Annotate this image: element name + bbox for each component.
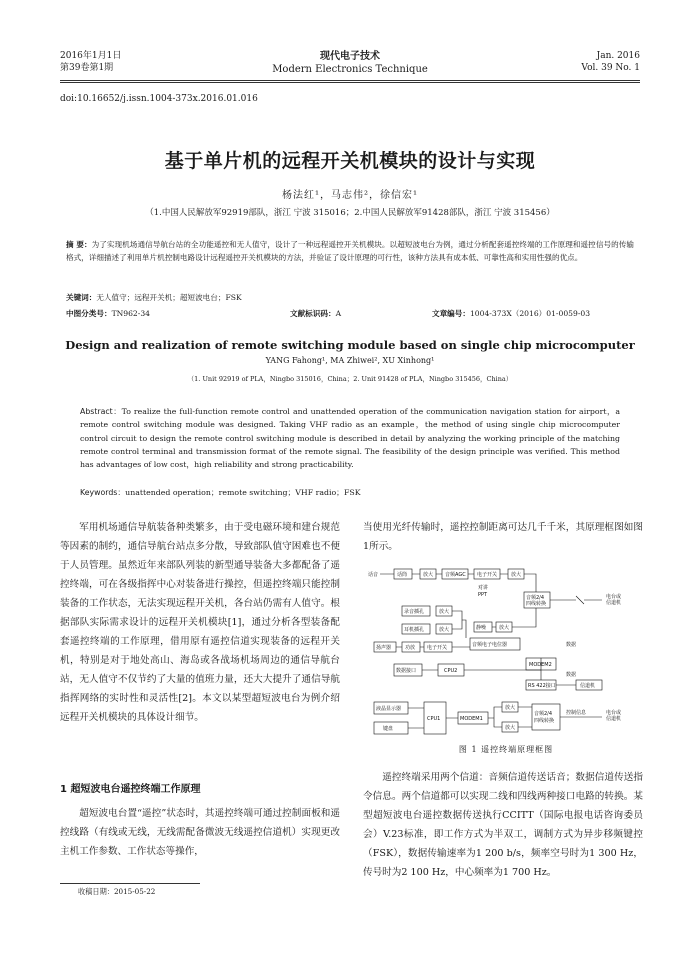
switch-line — [550, 596, 602, 604]
label-data-2: 数据 — [566, 672, 577, 678]
article-number — [432, 308, 590, 319]
label-headset: 耳机插孔 — [404, 627, 425, 633]
label-amp-2: 放大 — [511, 572, 522, 578]
label-keyboard: 键盘 — [383, 726, 394, 732]
label-channel-d: 信道机 — [606, 716, 622, 722]
body-paragraph-2: 超短波电台置“遥控”状态时，其遥控终端可通过控制面板和遥控线路（有线或无线，无线需配备微波无线遥控信道机）实现更改主机工作参数、工作状态等操作， — [60, 808, 340, 857]
label-two-four-2: 四线转换 — [526, 601, 547, 607]
label-channel-c: 电台或 — [606, 710, 622, 716]
keywords-cn-label: 关键词： — [66, 293, 97, 302]
authors-en: YANG Fahong¹, MA Zhiwei², XU Xinhong¹ — [265, 356, 435, 365]
affiliation-en: （1. Unit 92919 of PLA，Ningbo 315016，China；2. Unit 91428 of PLA，Ningbo 315456，China） — [187, 375, 513, 383]
affiliation-cn: （1.中国人民解放军92919部队，浙江 宁波 315016；2.中国人民解放军91428部队，浙江 宁波 315456） — [145, 208, 555, 218]
abstract-cn-text: 为了实现机场通信导航台站的全功能遥控和无人值守，设计了一种远程遥控开关机模块。以超短波电台为例，通过分析配套遥控终端的工作原理和遥控信号的传输格式，详细描述了利用单片机控制电路设计远程遥控开关机模块的方法，并验证了设计原理的可行性，该种方法具有成本低、可靠性高和实用性强的优点。 — [66, 240, 634, 262]
label-intercom: 对讲 — [478, 585, 489, 591]
issue-date-en: Jan. 2016 — [596, 51, 640, 61]
label-data-if: 数据接口 — [396, 668, 417, 674]
keywords-cn — [66, 292, 242, 303]
block-diagram-figure — [366, 564, 646, 754]
label-ptt: PPT — [478, 592, 488, 598]
issue-date: 2016年1月1日 — [60, 51, 122, 61]
block-diagram — [366, 564, 646, 744]
label-amp-5: 放大 — [499, 625, 510, 631]
keywords-en-label: Keywords： — [80, 488, 126, 497]
label-amp-7: 放大 — [505, 725, 516, 731]
label-amp-1: 放大 — [423, 572, 434, 578]
label-amp-4: 放大 — [439, 627, 450, 633]
figure-caption: 图 1 遥控终端原理框图 — [458, 745, 554, 754]
doi[interactable]: doi:10.16652/j.issn.1004-373x.2016.01.016 — [60, 94, 258, 104]
label-lcd: 液晶显示器 — [376, 706, 402, 712]
mid-lines — [452, 611, 466, 638]
label-amp-3: 放大 — [439, 609, 450, 615]
label-voice: 话音 — [368, 572, 379, 578]
label-agc: 音频AGC — [445, 572, 466, 578]
label-control-info: 控制信息 — [566, 710, 587, 716]
article-label: 文章编号： — [432, 309, 470, 318]
label-channel-b: 信道机 — [606, 600, 622, 606]
clc-number — [66, 308, 150, 319]
journal-name-block — [60, 50, 640, 76]
label-amp-6: 放大 — [505, 705, 516, 711]
keywords-cn-text: 无人值守；远程开关机；超短波电台；FSK — [96, 293, 242, 302]
label-button: 话筒 — [397, 572, 408, 578]
header-rule — [60, 80, 640, 81]
clc-value: TN962-34 — [111, 309, 150, 318]
abstract-en-text: To realize the full-function remote control and unattended operation of the communication navigation station for airport，a remote control switching module was designed. Taking VHF radio as an example，the method of using single chip microcomputer control circuit to design the remote control switching module is described in detail by analyzing the working principle of the matching remote control terminal and transmission format of the remote signal. The feasibility of the design principle was verified. This method has advantages of low cost，high reliability and strong practicability. — [80, 407, 620, 470]
journal-header — [60, 50, 640, 82]
clc-label: 中图分类号： — [66, 309, 112, 318]
label-rs422: RS 422接口 — [528, 683, 556, 689]
doc-label: 文献标识码： — [290, 309, 336, 318]
abstract-cn — [66, 238, 634, 264]
label-cpu1: CPU1 — [427, 716, 441, 722]
abstract-cn-label: 摘 要： — [66, 240, 92, 249]
label-mute: 静噪 — [476, 625, 487, 631]
footnote-rule — [60, 883, 200, 884]
received-date-footnote: 收稿日期：2015-05-22 — [78, 887, 156, 896]
label-ptt-switch-2: 电子开关 — [427, 645, 448, 651]
label-speaker: 扬声器 — [376, 645, 392, 651]
header-rule-thin — [60, 82, 640, 83]
label-circuit: 音频电子电位器 — [472, 642, 508, 648]
doc-code — [290, 308, 341, 319]
journal-name-cn: 现代电子技术 — [320, 51, 380, 62]
label-two-four: 音频2/4 — [526, 595, 545, 601]
paper-title-en: Design and realization of remote switching module based on single chip microcomputer — [65, 338, 635, 352]
label-power-amp: 功放 — [405, 645, 416, 651]
label-modem1: MODEM1 — [460, 716, 483, 722]
article-value: 1004-373X（2016）01-0059-03 — [469, 309, 591, 318]
doc-value: A — [335, 309, 342, 318]
paper-title-cn: 基于单片机的远程开关机模块的设计与实现 — [164, 150, 536, 172]
keywords-en-text: unattended operation；remote switching；VHF radio；FSK — [125, 488, 361, 497]
two-four-block-2 — [532, 704, 560, 730]
abstract-en — [80, 405, 620, 471]
label-two-four-b: 音频2/4 — [534, 711, 553, 717]
label-data: 数据 — [566, 642, 577, 648]
label-two-four-b2: 四线转换 — [534, 718, 555, 724]
keywords-en — [80, 487, 361, 498]
issue-date-en-block — [581, 50, 640, 74]
authors-cn: 杨法红¹，马志伟²，徐信宏¹ — [281, 190, 419, 201]
label-earpiece: 录音插孔 — [404, 609, 425, 615]
journal-name-en: Modern Electronics Technique — [272, 64, 428, 75]
label-channel-a: 电台或 — [606, 594, 622, 600]
body-paragraph-right-2: 遥控终端采用两个信道：音频信道传送话音；数据信道传送指令信息。两个信道都可以实现二线和四线两种接口电路的转换。某型超短波电台遥控数据传送执行CCITT（国际电报电话咨询委员会）V.23标准，即工作方式为半双工，调制方式为异步移频键控（FSK），数据传输速率为1 200 b/s，频率空号时为1 300 Hz，传号时为2 100 Hz，中心频率为1 700 Hz。 — [363, 772, 643, 878]
issue-volume: 第39卷第1期 — [60, 63, 114, 73]
label-radio: 信道机 — [580, 683, 596, 689]
issue-volume-en: Vol. 39 No. 1 — [581, 63, 640, 73]
label-modem2: MODEM2 — [529, 662, 552, 668]
section-heading-1: 1 超短波电台遥控终端工作原理 — [60, 784, 201, 795]
body-paragraph-1: 军用机场通信导航装备种类繁多，由于受电磁环境和建台规范等因素的制约，通信导航台站点多分散，导致部队值守困难也不便于人员管理。虽然近年来部队列装的新型通导装备大多都配备了遥控终端，可在各级指挥中心对装备进行操控，但遥控终端只能控制装备的工作状态，无法实现远程开关机，各台站仍需有人值守。根据部队实际需求设计的远程开关机模块[1]，通过分析各型装备配套遥控终端的工作原理，借用原有遥控信道实现装备的远程开关机，特别是对于地处高山、海岛或各战场机场周边的通信导航台站，无人值守不仅节约了大量的值班力量，还大大提升了通信导航指挥网络的实时性和灵活性[2]。本文以某型超短波电台为例介绍远程开关机模块的具体设计细节。 — [60, 522, 340, 723]
body-paragraph-right-1: 当使用光纤传输时，遥控控制距离可达几千千米，其原理框图如图1所示。 — [363, 522, 643, 552]
label-ptt-switch: 电子开关 — [477, 572, 498, 578]
label-cpu2: CPU2 — [444, 668, 458, 674]
abstract-en-label: Abstract： — [80, 407, 122, 416]
